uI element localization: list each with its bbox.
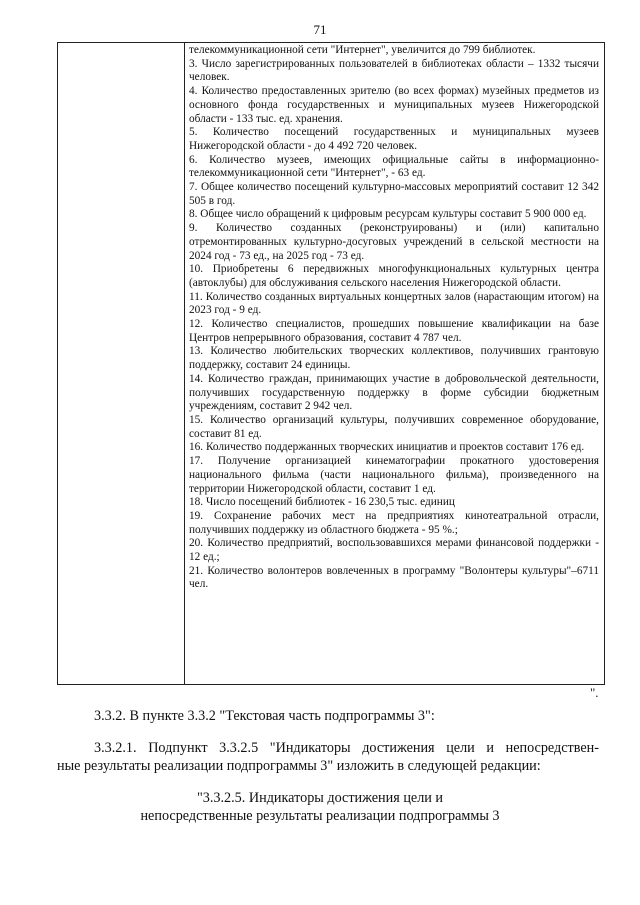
table-right-column <box>185 43 604 592</box>
list-item: 16. Количество поддержанных творческих инициатив и проектов составит 176 ед. <box>189 441 585 454</box>
list-item: 8. Общее число обращений к цифровым ресурсам культуры составит 5 900 000 ед. <box>189 208 587 221</box>
list-item: 10. Приобретены 6 передвижных многофункциональных культурных центра (автоклубы) для обслуживания сельского населения Нижегородской области. <box>189 263 599 289</box>
indicators-table <box>57 42 605 685</box>
list-item: 19. Сохранение рабочих мест на предприятиях кинотеатральной отрасли, получивших поддержку из областного бюджета - 95 %.; <box>189 509 599 536</box>
list-item: 20. Количество предприятий, воспользовавшихся мерами финансовой поддержки - 12 ед.; <box>189 537 599 564</box>
section-heading-line-1: "3.3.2.5. Индикаторы достижения цели и <box>196 790 444 806</box>
list-item: 15. Количество организаций культуры, получивших современное оборудование, составит 81 ед. <box>189 413 599 440</box>
list-item: 12. Количество специалистов, прошедших повышение квалификации на базе Центров непрерывного образования, составит 4 787 чел. <box>189 318 599 344</box>
paragraph-line-3: ные результаты реализации подпрограммы 3" изложить в следующей редакции: <box>57 758 541 774</box>
list-item: 21. Количество волонтеров вовлеченных в программу "Волонтеры культуры"–6711 чел. <box>189 564 599 591</box>
list-item: 14. Количество граждан, принимающих участие в добровольческой деятельности, получивших государственную поддержку в форме субсидии бюджетным учреждениям, составит 2 942 чел. <box>189 372 599 413</box>
paragraph-line-2: 3.3.2.1. Подпункт 3.3.2.5 "Индикаторы достижения цели и непосредствен- <box>94 740 599 756</box>
list-item: 18. Число посещений библиотек - 16 230,5 тыс. единиц <box>189 496 455 509</box>
list-item: 3. Число зарегистрированных пользователей в библиотеках области – 1332 тысячи человек. <box>189 57 599 84</box>
page-number: 71 <box>313 22 327 37</box>
list-item: 4. Количество предоставленных зрителю (во всех формах) музейных предметов из основного фонда государственных и муниципальных музеев Нижегородской области - 133 тыс. ед. хранения. <box>189 85 599 125</box>
list-item: 7. Общее количество посещений культурно-массовых мероприятий составит 12 342 505 в год. <box>189 181 599 207</box>
list-item: 11. Количество созданных виртуальных концертных залов (нарастающим итогом) на 2023 год - 9 ед. <box>189 290 599 317</box>
list-item: 6. Количество музеев, имеющих официальные сайты в информационно-телекоммуникационной сети "Интернет", - 63 ед. <box>189 153 599 180</box>
closing-quote-mark: ". <box>590 685 599 700</box>
list-item: 5. Количество посещений государственных и муниципальных музеев Нижегородской области - до 4 492 720 человек. <box>189 126 599 152</box>
paragraph-line-1: 3.3.2. В пункте 3.3.2 "Текстовая часть подпрограммы 3": <box>94 708 435 724</box>
list-item: телекоммуникационной сети "Интернет", увеличится до 799 библиотек. <box>189 44 536 56</box>
list-item: 13. Количество любительских творческих коллективов, получивших грантовую поддержку, составит 24 единицы. <box>189 345 599 372</box>
list-item: 17. Получение организацией кинематографии прокатного удостоверения национального фильма (части национального фильма), произведенного на территории Нижегородской области, составит 1 ед. <box>189 455 599 495</box>
section-heading-line-2: непосредственные результаты реализации подпрограммы 3 <box>140 808 500 824</box>
list-item: 9. Количество созданных (реконструированы) и (или) капитально отремонтированных культурно-досуговых учреждений в сельской местности на 2024 год - 73 ед., на 2025 год - 73 ед. <box>189 222 599 262</box>
table-left-column <box>58 43 185 684</box>
